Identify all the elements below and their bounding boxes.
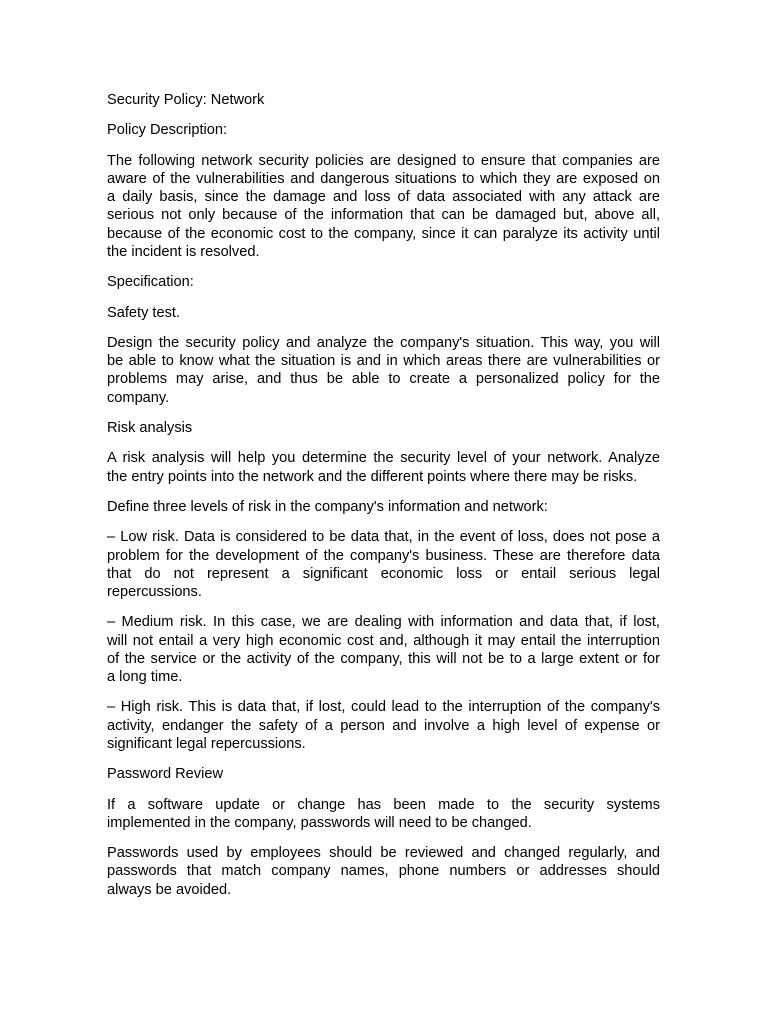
- safety-test-line: company.: [107, 389, 170, 406]
- low-risk-line: that do not represent a significant economic loss or entail serious legal: [107, 565, 660, 582]
- intro-line: because of the economic cost to the company, since it can paralyze its activity until: [107, 225, 660, 242]
- password-update-line: implemented in the company, passwords will need to be changed.: [107, 814, 532, 831]
- password-review-heading: Password Review: [107, 766, 223, 783]
- password-rules-line: always be avoided.: [107, 881, 232, 898]
- password-rules-line: Passwords used by employees should be reviewed and changed regularly, and: [107, 845, 660, 862]
- safety-test-line: problems may arise, and thus be able to create a personalized policy for the: [107, 371, 660, 388]
- intro-line: the incident is resolved.: [107, 243, 260, 260]
- intro-paragraph: [107, 152, 660, 261]
- medium-risk-line: will not entail a very high economic cost and, although it may entail the interruption: [107, 632, 660, 649]
- intro-line: serious not only because of the information that can be damaged but, above all,: [107, 207, 660, 224]
- low-risk-paragraph: [107, 528, 660, 601]
- password-update-line: If a software update or change has been made to the security systems: [107, 796, 660, 813]
- risk-levels-intro: Define three levels of risk in the company's information and network:: [107, 498, 548, 515]
- safety-test-paragraph: [107, 334, 660, 407]
- low-risk-line: problem for the development of the company's business. These are therefore data: [107, 547, 660, 564]
- safety-test-line: Design the security policy and analyze the company's situation. This way, you will: [107, 334, 660, 351]
- password-rules-paragraph: [107, 844, 660, 899]
- document-title: Security Policy: Network: [107, 92, 265, 108]
- low-risk-line: repercussions.: [107, 583, 202, 600]
- intro-line: a daily basis, since the damage and loss of data associated with any attack are: [107, 189, 660, 206]
- medium-risk-line: a long time.: [107, 668, 183, 685]
- intro-line: The following network security policies are designed to ensure that companies are: [107, 152, 660, 169]
- medium-risk-line: of the service or the activity of the company, this will not be to a large extent or for: [107, 650, 660, 667]
- risk-analysis-heading: Risk analysis: [107, 419, 193, 436]
- intro-line: aware of the vulnerabilities and dangerous situations to which they are exposed on: [107, 170, 660, 187]
- risk-analysis-line: the entry points into the network and the different points where there may be risks.: [107, 468, 638, 485]
- risk-analysis-paragraph: [107, 449, 660, 485]
- safety-test-heading: Safety test.: [107, 304, 181, 321]
- high-risk-paragraph: [107, 698, 660, 753]
- high-risk-line: activity, endanger the safety of a person and involve a high level of expense or: [107, 717, 660, 734]
- policy-description-heading: Policy Description:: [107, 122, 228, 139]
- low-risk-line: – Low risk. Data is considered to be data that, in the event of loss, does not pose a: [107, 529, 660, 546]
- high-risk-line: significant legal repercussions.: [107, 735, 306, 752]
- medium-risk-line: – Medium risk. In this case, we are dealing with information and data that, if lost,: [107, 614, 660, 631]
- risk-analysis-line: A risk analysis will help you determine the security level of your network. Analyze: [107, 450, 660, 467]
- high-risk-line: – High risk. This is data that, if lost, could lead to the interruption of the company's: [107, 699, 660, 716]
- password-rules-line: passwords that match company names, phone numbers or addresses should: [107, 863, 660, 880]
- specification-heading: Specification:: [107, 274, 194, 291]
- safety-test-line: be able to know what the situation is and in which areas there are vulnerabilities or: [107, 353, 660, 370]
- medium-risk-paragraph: [107, 613, 660, 686]
- password-update-paragraph: [107, 796, 660, 832]
